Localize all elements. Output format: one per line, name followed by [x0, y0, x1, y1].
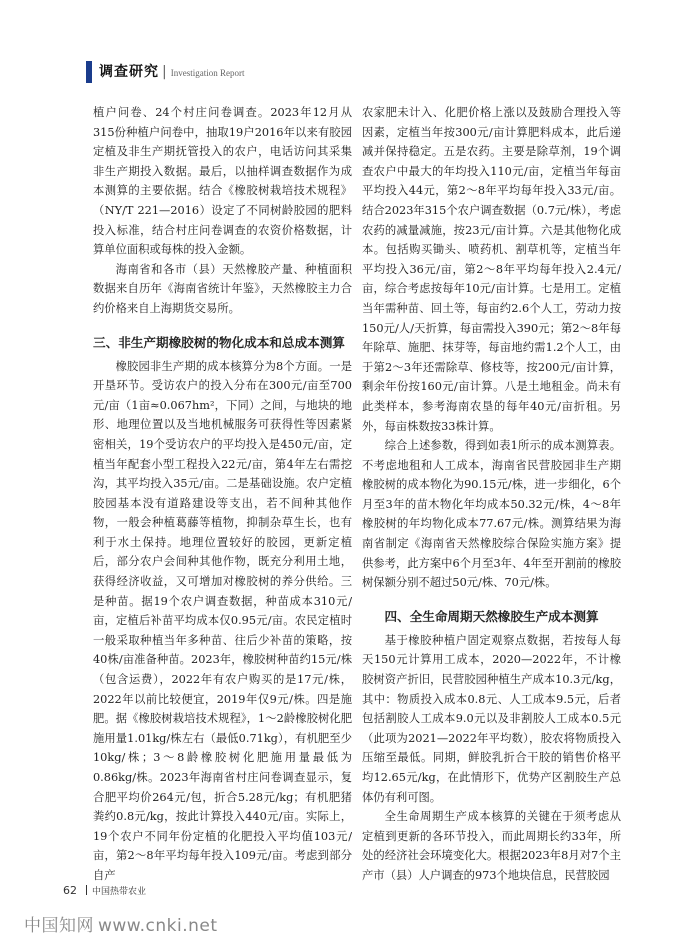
section-subtitle: Investigation Report [170, 68, 245, 78]
watermark-name: 中国知网 [24, 916, 94, 936]
paragraph: 植户问卷、24个村庄问卷调查。2023年12月从315份种植户问卷中，抽取19户2016年以来有胶园定植及非生产期抚管投入的农户，电话访问其采集非生产期投入数据。最后，以抽样调查数据作为成本测算的主要依据。结合《橡胶树栽培技术规程》（NY/T 221—2016）设定了不同树龄胶园的肥料投入标准，结合村庄问卷调查的农资价格数据，计算单位面积或每株的投入金额。 [93, 106, 352, 257]
paragraph: 橡胶园非生产期的成本核算分为8个方面。一是开垦环节。受访农户的投入分布在300元/亩至700元/亩（1亩≈0.067hm²，下同）之间，与地块的地形、地理位置以及当地机械服务可获得性等因素紧密相关，19个受访农户的平均投入是450元/亩，定植当年配套小型工程投入22元/亩，第4年左右需挖沟，其平均投入35元/亩。二是基础设施。农户定植胶园基本没有道路建设等支出，若不间种其他作物，一般会种植葛藤等植物，抑制杂草生长，也有利于水土保持。地理位置较好的胶园，更新定植后，部分农户会间种其他作物，既充分利用土地，获得经济收益，又可增加对橡胶树的养分供给。三是种苗。据19个农户调查数据，种苗成本310元/亩，定植后补苗平均成本仅0.95元/亩。农民定植时一般采取种植当年多种苗、往后少补苗的策略，按40株/亩准备种苗。2023年，橡胶树种苗约15元/株（包含运费），2022年有农户购买的是17元/株，2022年以前比较便宜，2019年仅9元/株。四是施肥。据《橡胶树栽培技术规程》，1～2龄橡胶树化肥施用量1.01kg/株左右（最低0.71kg），有机肥至少10kg/株；3～8龄橡胶树化肥施用量最低为0.86kg/株。2023年海南省村庄问卷调查显示，复合肥平均价264元/包，折合5.28元/kg；有机肥猪粪约0.8元/kg，按此计算投入440元/亩。实际上，19个农户不同年份定植的化肥投入平均值103元/亩，第2～8年平均每年投入109元/亩。考虑到部分自产 [93, 359, 352, 882]
section-title: 调查研究 [99, 64, 159, 80]
footer-divider [86, 885, 87, 895]
paragraph: 农家肥未计入、化肥价格上涨以及鼓励合理投入等因素，定植当年按300元/亩计算肥料成本，此后递减并保持稳定。五是农药。主要是除草剂，19个调查农户中最大的年均投入110元/亩，定植当年每亩平均投入44元，第2～8年平均每年投入33元/亩。结合2023年315个农户调查数据（0.7元/株），考虑农药的减量减施，按23元/亩计算。六是其他物化成本。包括购买锄头、喷药机、割草机等，定植当年平均投入36元/亩，第2～8年平均每年投入2.4元/亩，综合考虑按每年10元/亩计算。七是用工。定植当年需种苗、回土等，每亩约2.6个人工，劳动力按150元/人/天折算，每亩需投入390元；第2～8年每年除草、施肥、抹芽等，每亩地约需1.2个人工，由于第2～3年还需除草、修枝等，按200元/亩计算，剩余年份按160元/亩计算。八是土地租金。尚未有此类样本，参考海南农垦的每年40元/亩折租。另外，每亩株数按33株计算。 [362, 106, 621, 433]
section-heading-4: 四、全生命周期天然橡胶生产成本测算 [384, 608, 599, 624]
section-heading-3: 三、非生产期橡胶树的物化成本和总成本测算 [93, 334, 345, 350]
cnki-watermark [24, 911, 218, 936]
watermark-url: www.cnki.net [98, 916, 218, 936]
left-column [93, 103, 352, 886]
paragraph: 海南省和各市（县）天然橡胶产量、种植面积数据来自历年《海南省统计年鉴》，天然橡胶主力合约价格来自上海期货交易所。 [93, 262, 352, 315]
page-number: 62 [63, 884, 77, 897]
right-column [362, 103, 621, 886]
paragraph: 全生命周期生产成本核算的关键在于须考虑从定植到更新的各环节投入，而此周期长约33年，所处的经济社会环境变化大。根据2023年8月对7个主产市（县）人户调查的973个地块信息，民营胶园 [362, 810, 621, 882]
paragraph: 基于橡胶种植户固定观察点数据，若按每人每天150元计算用工成本，2020—2022年，不计橡胶树资产折旧，民营胶园种植生产成本10.3元/kg，其中：物质投入成本0.8元、人工成本9.5元，后者包括割胶人工成本9.0元以及非割胶人工成本0.5元（此项为2021—2022年平均数），胶农将物质投入压缩至最低。同期，鲜胶乳折合干胶的销售价格平均12.65元/kg，在此情形下，优势产区割胶生产总体仍有利可图。 [362, 633, 621, 804]
section-header [99, 61, 244, 81]
header-accent-bar [86, 61, 92, 83]
page-footer [63, 884, 146, 897]
paragraph: 综合上述参数，得到如表1所示的成本测算表。不考虑地租和人工成本，海南省民营胶园非生产期橡胶树的成本物化为90.15元/株，进一步细化，6个月至3年的苗木物化年均成本50.32元/株，4～8年橡胶树的年均物化成本77.67元/株。测算结果为海南省制定《海南省天然橡胶综合保险实施方案》提供参考，此方案中6个月至3年、4年至开割前的橡胶树保额分别不超过50元/株、70元/株。 [362, 439, 621, 590]
journal-name: 中国热带农业 [92, 887, 147, 897]
header-separator: | [162, 64, 168, 80]
